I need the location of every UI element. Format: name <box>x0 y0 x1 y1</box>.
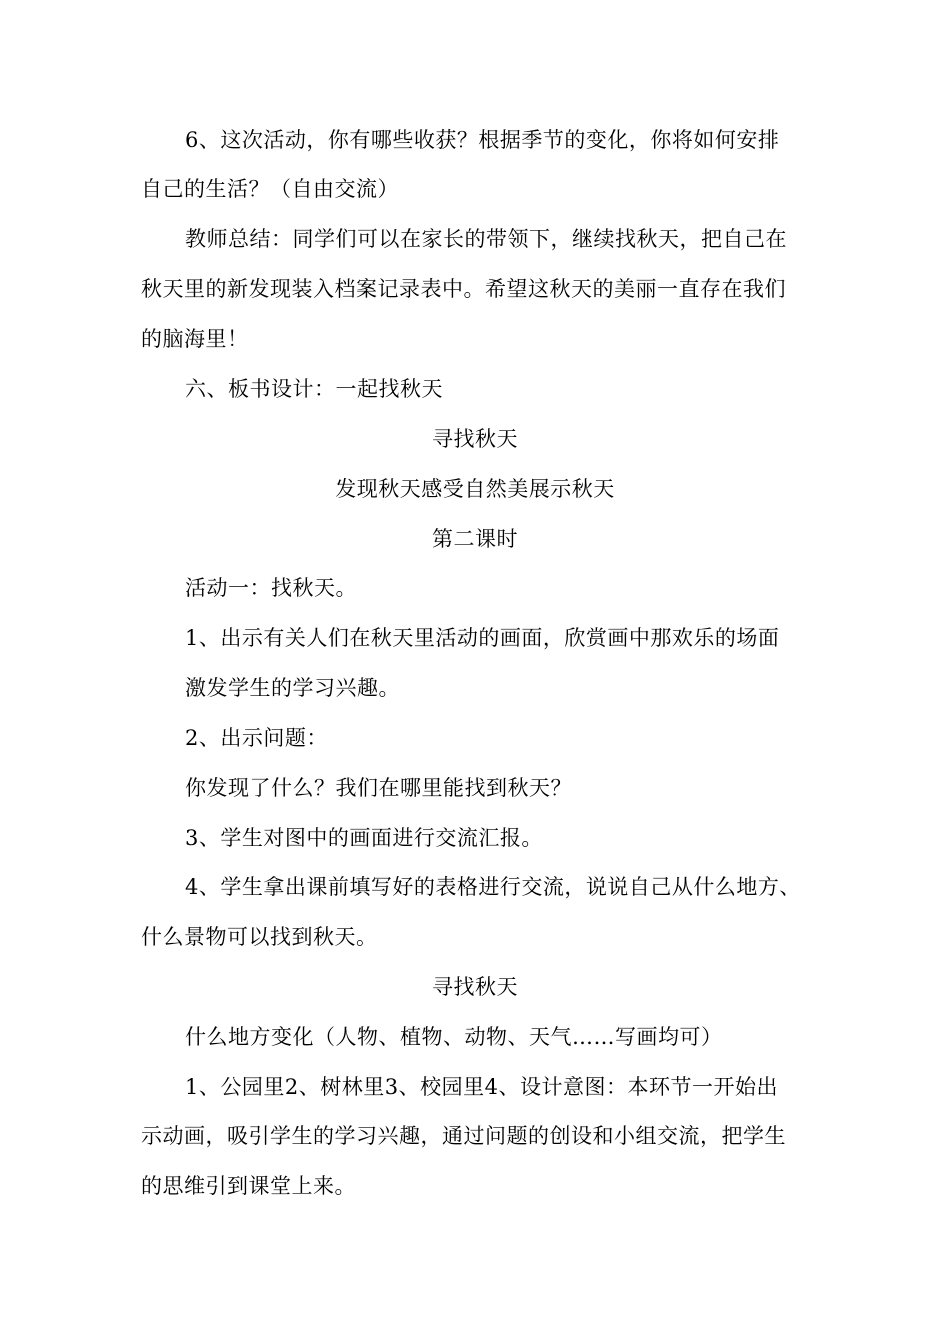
text-line: 教师总结：同学们可以在家长的带领下，继续找秋天，把自己在 <box>185 227 787 251</box>
board-subtitle: 发现秋天感受自然美展示秋天 <box>335 477 615 501</box>
text-line: 1、公园里2、树林里3、校园里4、设计意图：本环节一开始出 <box>185 1075 778 1099</box>
text-line: 秋天里的新发现装入档案记录表中。希望这秋天的美丽一直存在我们 <box>141 277 786 301</box>
text-line: 4、学生拿出课前填写好的表格进行交流，说说自己从什么地方、 <box>185 875 801 899</box>
text-line: 自己的生活？（自由交流） <box>141 177 399 201</box>
text-line: 3、学生对图中的画面进行交流汇报。 <box>185 826 543 850</box>
text-line: 什么景物可以找到秋天。 <box>141 925 378 949</box>
text-line: 的脑海里！ <box>141 327 249 351</box>
board-title: 寻找秋天 <box>432 427 518 451</box>
lesson-heading: 第二课时 <box>432 527 518 551</box>
text-line: 2、出示问题： <box>185 726 328 750</box>
text-line: 的思维引到课堂上来。 <box>141 1174 356 1198</box>
table-title: 寻找秋天 <box>432 975 518 999</box>
text-line: 激发学生的学习兴趣。 <box>185 676 400 700</box>
text-line: 1、出示有关人们在秋天里活动的画面，欣赏画中那欢乐的场面 <box>185 626 780 650</box>
section-heading: 六、板书设计：一起找秋天 <box>185 377 443 401</box>
text-line: 示动画，吸引学生的学习兴趣，通过问题的创设和小组交流，把学生 <box>141 1124 786 1148</box>
text-line: 什么地方变化（人物、植物、动物、天气……写画均可） <box>185 1025 723 1049</box>
text-line: 6、这次活动，你有哪些收获？根据季节的变化，你将如何安排 <box>185 128 780 152</box>
text-line: 你发现了什么？我们在哪里能找到秋天？ <box>185 776 572 800</box>
activity-heading: 活动一：找秋天。 <box>185 576 357 600</box>
